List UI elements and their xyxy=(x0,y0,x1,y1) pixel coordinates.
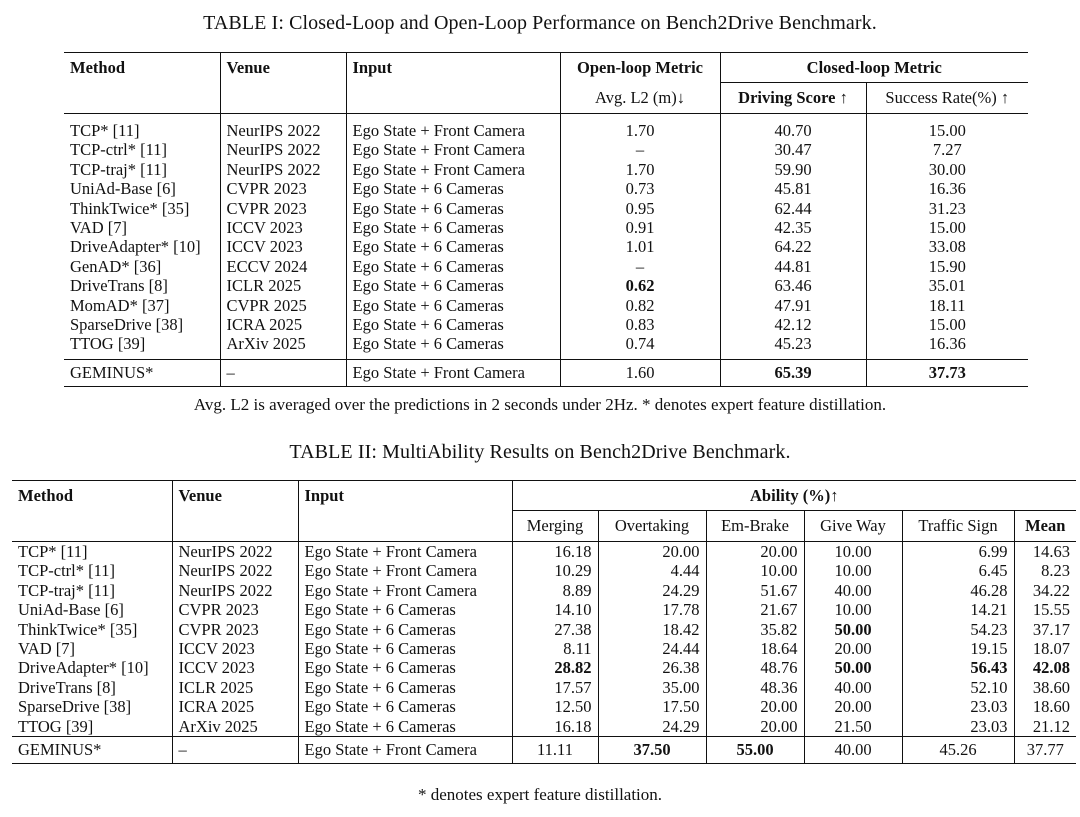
table-row xyxy=(64,334,1028,359)
table-row xyxy=(64,199,1028,218)
cell-method: TCP* [11] xyxy=(70,121,140,140)
cell-venue: NeurIPS 2022 xyxy=(172,561,298,580)
cell-give-way: 10.00 xyxy=(804,561,902,580)
table2-header-em-brake: Em-Brake xyxy=(706,511,804,542)
cell-l2: 1.70 xyxy=(560,114,720,141)
cell-em-brake: 10.00 xyxy=(706,561,804,580)
table1-header-closed-loop: Closed-loop Metric xyxy=(720,53,1028,83)
table1-footer-method: GEMINUS* xyxy=(64,359,220,386)
cell-method: DriveAdapter* [10] xyxy=(18,658,149,678)
table1-footer-l2: 1.60 xyxy=(560,359,720,386)
cell-l2: 0.95 xyxy=(560,199,720,218)
cell-ds: 42.35 xyxy=(720,218,866,237)
cell-method: DriveAdapter* [10] xyxy=(70,237,201,257)
cell-sr: 15.00 xyxy=(866,218,1028,237)
table-row xyxy=(12,717,1076,737)
cell-sr: 7.27 xyxy=(866,140,1028,159)
table2-footer-em-brake: 55.00 xyxy=(706,737,804,764)
cell-em-brake: 48.36 xyxy=(706,678,804,697)
table2-header-method: Method xyxy=(12,481,172,511)
table2-header-venue: Venue xyxy=(172,481,298,511)
table2-header-give-way: Give Way xyxy=(804,511,902,542)
cell-method: DriveTrans [8] xyxy=(70,276,168,296)
cell-input: Ego State + 6 Cameras xyxy=(298,620,512,639)
table2-footer-input: Ego State + Front Camera xyxy=(298,737,512,764)
cell-give-way: 50.00 xyxy=(804,620,902,639)
cell-mean: 21.12 xyxy=(1014,717,1076,737)
cell-l2: 0.62 xyxy=(560,276,720,295)
cell-venue: CVPR 2023 xyxy=(172,620,298,639)
cell-ds: 64.22 xyxy=(720,237,866,256)
table2-footer-give-way: 40.00 xyxy=(804,737,902,764)
cell-method: UniAd-Base [6] xyxy=(18,600,124,620)
cell-overtaking: 35.00 xyxy=(598,678,706,697)
cell-method: GenAD* [36] xyxy=(70,256,162,276)
cell-merging: 28.82 xyxy=(512,658,598,677)
cell-overtaking: 4.44 xyxy=(598,561,706,580)
cell-venue: CVPR 2025 xyxy=(220,296,346,315)
cell-em-brake: 20.00 xyxy=(706,542,804,562)
table1-header-input: Input xyxy=(346,53,560,83)
table-row xyxy=(12,561,1076,580)
cell-method: MomAD* [37] xyxy=(70,295,170,315)
cell-sr: 33.08 xyxy=(866,237,1028,256)
cell-sr: 15.00 xyxy=(866,114,1028,141)
table-row xyxy=(12,678,1076,697)
cell-em-brake: 18.64 xyxy=(706,639,804,658)
cell-method: VAD [7] xyxy=(18,639,75,659)
table1-subheader-row xyxy=(64,83,1028,114)
table1-body xyxy=(64,114,1028,360)
cell-venue: ICLR 2025 xyxy=(220,276,346,295)
table2-footer-overtaking: 37.50 xyxy=(598,737,706,764)
cell-merging: 12.50 xyxy=(512,697,598,716)
table2-header-overtaking: Overtaking xyxy=(598,511,706,542)
cell-mean: 34.22 xyxy=(1014,581,1076,600)
cell-venue: CVPR 2023 xyxy=(220,179,346,198)
cell-sr: 16.36 xyxy=(866,334,1028,359)
cell-input: Ego State + 6 Cameras xyxy=(346,218,560,237)
cell-venue: ICCV 2023 xyxy=(172,639,298,658)
cell-input: Ego State + 6 Cameras xyxy=(298,639,512,658)
cell-l2: 0.82 xyxy=(560,296,720,315)
cell-venue: ECCV 2024 xyxy=(220,257,346,276)
cell-method: DriveTrans [8] xyxy=(18,677,116,697)
table2-header-ability: Ability (%)↑ xyxy=(512,481,1076,511)
cell-l2: 1.01 xyxy=(560,237,720,256)
cell-traffic-sign: 6.45 xyxy=(902,561,1014,580)
cell-mean: 18.07 xyxy=(1014,639,1076,658)
table-row xyxy=(64,179,1028,198)
cell-method: TTOG [39] xyxy=(70,334,146,354)
cell-method: ThinkTwice* [35] xyxy=(18,619,138,639)
cell-method: TCP-traj* [11] xyxy=(70,159,167,179)
cell-venue: ArXiv 2025 xyxy=(220,334,346,359)
cell-l2: 1.70 xyxy=(560,160,720,179)
table2-header-merging: Merging xyxy=(512,511,598,542)
table-row xyxy=(64,114,1028,141)
table1-header-driving-score: Driving Score ↑ xyxy=(720,83,866,114)
cell-ds: 30.47 xyxy=(720,140,866,159)
cell-l2: 0.91 xyxy=(560,218,720,237)
cell-traffic-sign: 19.15 xyxy=(902,639,1014,658)
cell-method: SparseDrive [38] xyxy=(70,315,184,335)
cell-input: Ego State + 6 Cameras xyxy=(346,334,560,359)
table-row xyxy=(64,315,1028,334)
cell-em-brake: 35.82 xyxy=(706,620,804,639)
cell-method: TTOG [39] xyxy=(18,716,94,736)
cell-l2: 0.83 xyxy=(560,315,720,334)
cell-give-way: 10.00 xyxy=(804,542,902,562)
table2-header-mean: Mean xyxy=(1014,511,1076,542)
cell-sr: 30.00 xyxy=(866,160,1028,179)
cell-input: Ego State + Front Camera xyxy=(298,561,512,580)
table1-header-success-rate: Success Rate(%) ↑ xyxy=(866,83,1028,114)
cell-l2: 0.74 xyxy=(560,334,720,359)
cell-input: Ego State + 6 Cameras xyxy=(346,276,560,295)
cell-venue: NeurIPS 2022 xyxy=(220,160,346,179)
cell-give-way: 40.00 xyxy=(804,581,902,600)
table2-header-traffic-sign: Traffic Sign xyxy=(902,511,1014,542)
cell-traffic-sign: 6.99 xyxy=(902,542,1014,562)
cell-method: TCP-ctrl* [11] xyxy=(70,140,167,160)
cell-overtaking: 17.78 xyxy=(598,600,706,619)
cell-overtaking: 24.29 xyxy=(598,717,706,737)
cell-merging: 27.38 xyxy=(512,620,598,639)
cell-ds: 40.70 xyxy=(720,114,866,141)
cell-sr: 31.23 xyxy=(866,199,1028,218)
cell-traffic-sign: 46.28 xyxy=(902,581,1014,600)
cell-method: TCP* [11] xyxy=(18,542,88,561)
table2-subheader-row xyxy=(12,511,1076,542)
cell-merging: 8.11 xyxy=(512,639,598,658)
cell-mean: 8.23 xyxy=(1014,561,1076,580)
cell-ds: 59.90 xyxy=(720,160,866,179)
table-row xyxy=(12,639,1076,658)
cell-traffic-sign: 23.03 xyxy=(902,717,1014,737)
table1-header-row xyxy=(64,53,1028,83)
cell-sr: 16.36 xyxy=(866,179,1028,198)
cell-mean: 15.55 xyxy=(1014,600,1076,619)
cell-give-way: 20.00 xyxy=(804,639,902,658)
cell-method: TCP-ctrl* [11] xyxy=(18,561,115,581)
cell-ds: 44.81 xyxy=(720,257,866,276)
cell-mean: 38.60 xyxy=(1014,678,1076,697)
table1-header-venue: Venue xyxy=(220,53,346,83)
cell-sr: 35.01 xyxy=(866,276,1028,295)
cell-venue: NeurIPS 2022 xyxy=(172,542,298,562)
table1-caption: TABLE I: Closed-Loop and Open-Loop Performance on Bench2Drive Benchmark. xyxy=(203,12,877,34)
cell-merging: 17.57 xyxy=(512,678,598,697)
cell-ds: 45.23 xyxy=(720,334,866,359)
cell-venue: CVPR 2023 xyxy=(172,600,298,619)
cell-traffic-sign: 54.23 xyxy=(902,620,1014,639)
table2-note: * denotes expert feature distillation. xyxy=(417,785,663,804)
cell-em-brake: 20.00 xyxy=(706,697,804,716)
table-row xyxy=(12,697,1076,716)
table2-footer-traffic-sign: 45.26 xyxy=(902,737,1014,764)
cell-em-brake: 21.67 xyxy=(706,600,804,619)
cell-em-brake: 51.67 xyxy=(706,581,804,600)
cell-merging: 16.18 xyxy=(512,717,598,737)
table2 xyxy=(12,480,1076,764)
cell-overtaking: 26.38 xyxy=(598,658,706,677)
cell-venue: ICCV 2023 xyxy=(172,658,298,677)
cell-input: Ego State + Front Camera xyxy=(346,160,560,179)
cell-merging: 10.29 xyxy=(512,561,598,580)
cell-venue: NeurIPS 2022 xyxy=(220,114,346,141)
cell-mean: 37.17 xyxy=(1014,620,1076,639)
cell-overtaking: 18.42 xyxy=(598,620,706,639)
table1-footer-ds: 65.39 xyxy=(720,359,866,386)
table-row xyxy=(64,257,1028,276)
cell-input: Ego State + Front Camera xyxy=(346,140,560,159)
cell-venue: ArXiv 2025 xyxy=(172,717,298,737)
cell-input: Ego State + 6 Cameras xyxy=(298,697,512,716)
cell-overtaking: 24.44 xyxy=(598,639,706,658)
cell-input: Ego State + 6 Cameras xyxy=(298,678,512,697)
cell-l2: 0.73 xyxy=(560,179,720,198)
table1-footer-row xyxy=(64,359,1028,386)
cell-ds: 42.12 xyxy=(720,315,866,334)
cell-input: Ego State + 6 Cameras xyxy=(346,179,560,198)
cell-input: Ego State + 6 Cameras xyxy=(298,658,512,677)
table-row xyxy=(64,218,1028,237)
cell-ds: 45.81 xyxy=(720,179,866,198)
cell-input: Ego State + 6 Cameras xyxy=(346,315,560,334)
table-row xyxy=(64,160,1028,179)
cell-venue: ICRA 2025 xyxy=(220,315,346,334)
cell-em-brake: 20.00 xyxy=(706,717,804,737)
cell-method: ThinkTwice* [35] xyxy=(70,198,190,218)
table2-body xyxy=(12,542,1076,737)
cell-mean: 42.08 xyxy=(1014,658,1076,677)
cell-input: Ego State + Front Camera xyxy=(346,114,560,141)
cell-venue: ICRA 2025 xyxy=(172,697,298,716)
cell-method: UniAd-Base [6] xyxy=(70,179,176,199)
cell-merging: 16.18 xyxy=(512,542,598,562)
cell-overtaking: 24.29 xyxy=(598,581,706,600)
cell-venue: ICLR 2025 xyxy=(172,678,298,697)
cell-give-way: 50.00 xyxy=(804,658,902,677)
cell-give-way: 21.50 xyxy=(804,717,902,737)
cell-merging: 8.89 xyxy=(512,581,598,600)
table1-header-method: Method xyxy=(64,53,220,83)
cell-mean: 14.63 xyxy=(1014,542,1076,562)
table2-caption: TABLE II: MultiAbility Results on Bench2Drive Benchmark. xyxy=(289,441,791,463)
table2-footer-row xyxy=(12,737,1076,764)
cell-l2: – xyxy=(560,140,720,159)
cell-sr: 18.11 xyxy=(866,296,1028,315)
cell-venue: NeurIPS 2022 xyxy=(172,581,298,600)
cell-input: Ego State + 6 Cameras xyxy=(346,296,560,315)
cell-input: Ego State + 6 Cameras xyxy=(298,717,512,737)
cell-give-way: 20.00 xyxy=(804,697,902,716)
cell-sr: 15.90 xyxy=(866,257,1028,276)
table-row xyxy=(64,140,1028,159)
cell-overtaking: 17.50 xyxy=(598,697,706,716)
cell-input: Ego State + Front Camera xyxy=(298,581,512,600)
table-row xyxy=(12,658,1076,677)
cell-input: Ego State + 6 Cameras xyxy=(346,199,560,218)
table-row xyxy=(64,237,1028,256)
cell-overtaking: 20.00 xyxy=(598,542,706,562)
cell-venue: ICCV 2023 xyxy=(220,237,346,256)
cell-venue: NeurIPS 2022 xyxy=(220,140,346,159)
cell-input: Ego State + 6 Cameras xyxy=(346,257,560,276)
table1-footer-sr: 37.73 xyxy=(866,359,1028,386)
table2-footer-method: GEMINUS* xyxy=(12,737,172,764)
table-row xyxy=(12,581,1076,600)
table2-footer-venue: – xyxy=(172,737,298,764)
table-row xyxy=(12,600,1076,619)
table-row xyxy=(12,542,1076,562)
cell-traffic-sign: 23.03 xyxy=(902,697,1014,716)
table1-header-open-loop: Open-loop Metric xyxy=(560,53,720,83)
cell-venue: ICCV 2023 xyxy=(220,218,346,237)
table1-note: Avg. L2 is averaged over the predictions in 2 seconds under 2Hz. * denotes expert feature distillation. xyxy=(193,395,887,414)
cell-give-way: 40.00 xyxy=(804,678,902,697)
cell-ds: 47.91 xyxy=(720,296,866,315)
cell-sr: 15.00 xyxy=(866,315,1028,334)
table2-footer-merging: 11.11 xyxy=(512,737,598,764)
cell-ds: 63.46 xyxy=(720,276,866,295)
cell-input: Ego State + 6 Cameras xyxy=(346,237,560,256)
table2-footer-mean: 37.77 xyxy=(1014,737,1076,764)
cell-method: SparseDrive [38] xyxy=(18,697,132,717)
table-row xyxy=(12,620,1076,639)
cell-method: TCP-traj* [11] xyxy=(18,580,115,600)
cell-method: VAD [7] xyxy=(70,218,127,238)
table2-header-row xyxy=(12,481,1076,511)
cell-merging: 14.10 xyxy=(512,600,598,619)
cell-traffic-sign: 52.10 xyxy=(902,678,1014,697)
table1 xyxy=(64,52,1028,387)
cell-give-way: 10.00 xyxy=(804,600,902,619)
cell-venue: CVPR 2023 xyxy=(220,199,346,218)
table1-header-avg-l2: Avg. L2 (m)↓ xyxy=(560,83,720,114)
table1-footer-input: Ego State + Front Camera xyxy=(346,359,560,386)
cell-traffic-sign: 14.21 xyxy=(902,600,1014,619)
cell-input: Ego State + Front Camera xyxy=(298,542,512,562)
cell-input: Ego State + 6 Cameras xyxy=(298,600,512,619)
cell-em-brake: 48.76 xyxy=(706,658,804,677)
table2-header-input: Input xyxy=(298,481,512,511)
table-row xyxy=(64,276,1028,295)
cell-l2: – xyxy=(560,257,720,276)
table1-footer-venue: – xyxy=(220,359,346,386)
table-row xyxy=(64,296,1028,315)
cell-traffic-sign: 56.43 xyxy=(902,658,1014,677)
cell-ds: 62.44 xyxy=(720,199,866,218)
cell-mean: 18.60 xyxy=(1014,697,1076,716)
